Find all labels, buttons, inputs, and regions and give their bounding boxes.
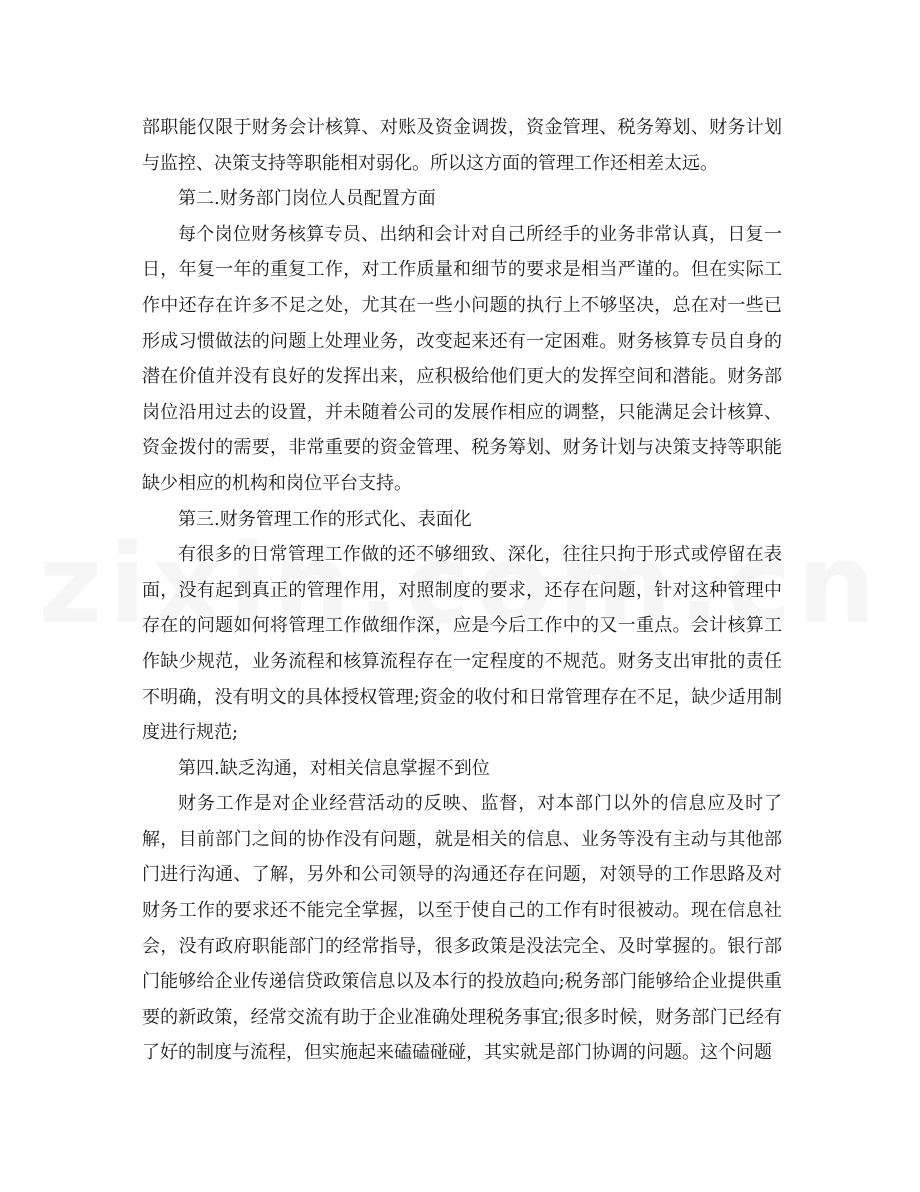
paragraph-continuation: 部职能仅限于财务会计核算、对账及资金调拨，资金管理、税务筹划、财务计划与监控、决策支持等职能相对弱化。所以这方面的管理工作还相差太远。: [142, 117, 782, 174]
section-heading-4: 第四.缺乏沟通，对相关信息掌握不到位: [178, 757, 490, 779]
section-heading-3: 第三.财务管理工作的形式化、表面化: [178, 508, 472, 530]
paragraph-formalism: 有很多的日常管理工作做的还不够细致、深化，往往只拘于形式或停留在表面，没有起到真正的管理作用，对照制度的要求，还存在问题，针对这种管理中存在的问题如何将管理工作做细作深，应是今后工作中的又一重点。会计核算工作缺少规范，业务流程和核算流程存在一定程度的不规范。财务支出审批的责任不明确，没有明文的具体授权管理;资金的收付和日常管理存在不足，缺少适用制度进行规范;: [142, 544, 782, 744]
paragraph-staffing: 每个岗位财务核算专员、出纳和会计对自己所经手的业务非常认真，日复一日，年复一年的重复工作，对工作质量和细节的要求是相当严谨的。但在实际工作中还存在许多不足之处，尤其在一些小问题的执行上不够坚决，总在对一些已形成习惯做法的问题上处理业务，改变起来还有一定困难。财务核算专员自身的潜在价值并没有良好的发挥出来，应积极给他们更大的发挥空间和潜能。财务部岗位沿用过去的设置，并未随着公司的发展作相应的调整，只能满足会计核算、资金拨付的需要，非常重要的资金管理、税务筹划、财务计划与决策支持等职能缺少相应的机构和岗位平台支持。: [142, 223, 782, 494]
section-heading-2: 第二.财务部门岗位人员配置方面: [178, 188, 436, 210]
document-body: [142, 110, 782, 1071]
paragraph-communication: 财务工作是对企业经营活动的反映、监督，对本部门以外的信息应及时了解，目前部门之间的协作没有问题，就是相关的信息、业务等没有主动与其他部门进行沟通、了解，另外和公司领导的沟通还存在问题，对领导的工作思路及对财务工作的要求还不能完全掌握，以至于使自己的工作有时很被动。现在信息社会，没有政府职能部门的经常指导，很多政策是没法完全、及时掌握的。银行部门能够给企业传递信贷政策信息以及本行的投放趋向;税务部门能够给企业提供重要的新政策，经常交流有助于企业准确处理税务事宜;很多时候，财务部门已经有了好的制度与流程，但实施起来磕磕碰碰，其实就是部门协调的问题。这个问题: [142, 793, 782, 1064]
